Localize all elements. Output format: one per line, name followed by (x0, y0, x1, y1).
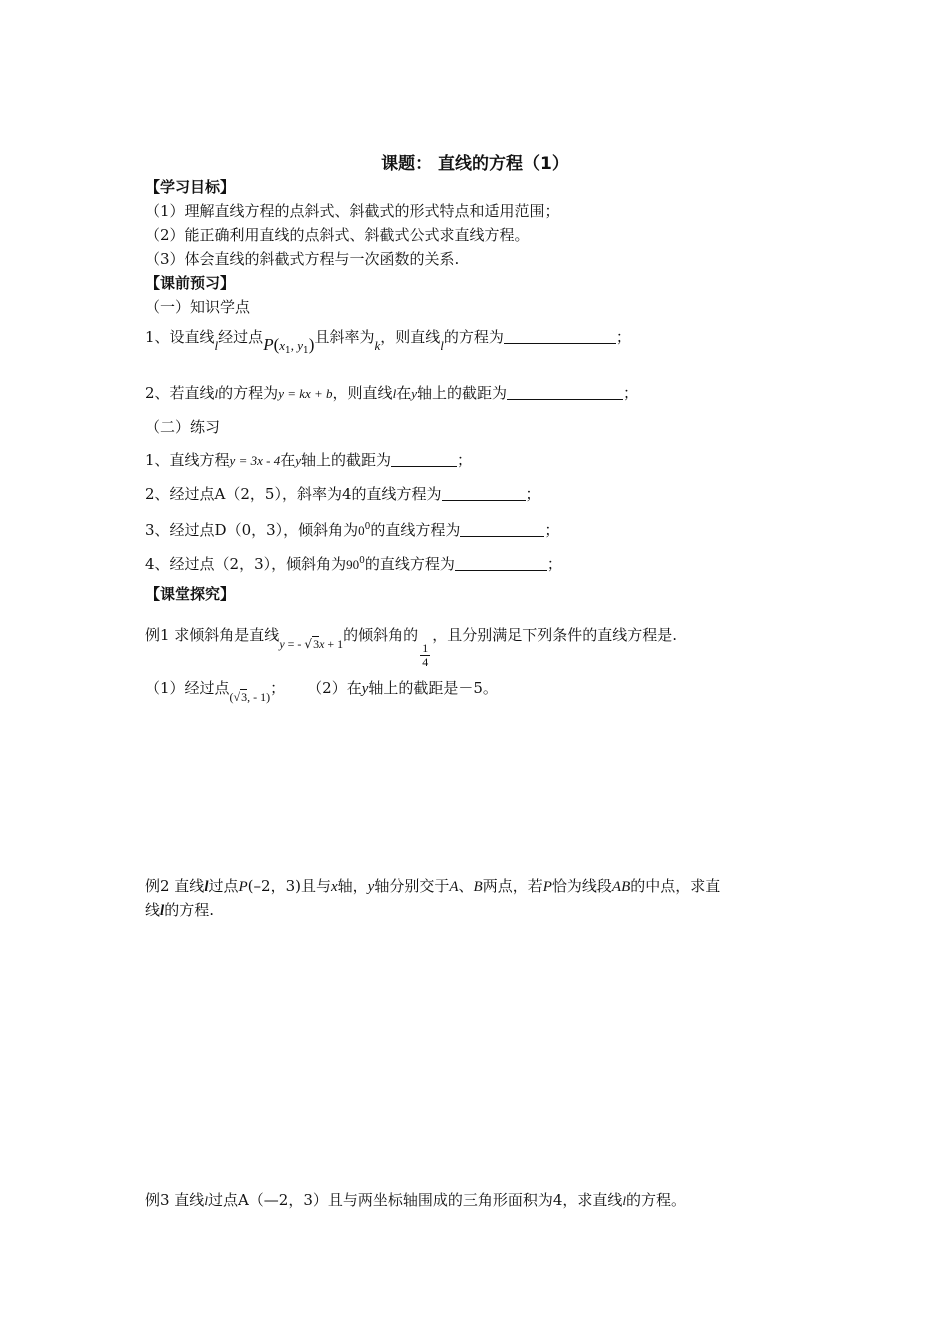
preview-question-2: 2、若直线l的方程为y = kx + b，则直线l在y轴上的截距为 ； (145, 384, 639, 402)
point-p-formula: $P(x_1$, $y_1$) (263, 335, 315, 356)
math-symbol: l (204, 879, 209, 895)
math-symbol: A (449, 879, 459, 895)
example-1: 例1 求倾斜角是直线y = - √3x + 1的倾斜角的 $\frac{1}{4}$ ，且分别满足下列条件的直线方程是. (145, 626, 677, 669)
goal-item-2: （2）能正确利用直线的点斜式、斜截式公式求直线方程。 (145, 226, 530, 244)
example-2-line-2: 线l的方程. (145, 901, 214, 919)
preview-heading: 【课前预习】 (145, 274, 236, 292)
fraction-one-quarter: $\frac{1}{4}$ (422, 641, 429, 669)
explore-heading: 【课堂探究】 (145, 585, 236, 603)
text-segment: 的中点，求直 (630, 877, 721, 895)
math-symbol: x (330, 879, 338, 895)
text-segment: 两点，若 (482, 877, 543, 895)
practice-question-3: 3、经过点D（0，3），倾斜角为$0^0$的直线方程为 ； (145, 521, 560, 539)
preview-part1-label: （一）知识学点 (145, 298, 251, 316)
text-segment: 恰为线段 (551, 877, 612, 895)
math-symbol: P (238, 879, 248, 895)
answer-blank[interactable] (460, 522, 544, 537)
answer-blank[interactable] (391, 452, 457, 467)
practice-question-2: 2、经过点A（2，5），斜率为4的直线方程为 ； (145, 485, 541, 503)
text-segment: 轴分别交于 (374, 877, 450, 895)
example-3: 例3 直线l过点A（—2，3）且与两坐标轴围成的三角形面积为4，求直线l的方程。 (145, 1191, 687, 1209)
text-segment: 轴， (337, 877, 368, 895)
goals-heading: 【学习目标】 (145, 178, 236, 196)
text-segment: 过点 (208, 877, 239, 895)
preview-question-1: 1、设直线l经过点$P(x_1$, $y_1$)且斜率为k，则直线l的方程为 ； (145, 326, 631, 362)
example-1-conditions: （1）经过点(√3, - 1)； （2）在y轴上的截距是－5。 (145, 677, 498, 708)
text-segment: 、 (458, 877, 474, 895)
goal-item-1: （1）理解直线方程的点斜式、斜截式的形式特点和适用范围； (145, 202, 560, 220)
text-segment: 例2 直线 (145, 877, 205, 895)
example-2-line-1 (145, 875, 720, 898)
slope-intercept-formula: y = kx + b (278, 386, 333, 401)
math-symbol: P (542, 879, 552, 895)
example-1-line-equation: y = - √3x + 1 (279, 637, 344, 651)
math-symbol: y (367, 879, 375, 895)
practice-question-1: 1、直线方程y = 3x - 4在y轴上的截距为 ； (145, 451, 473, 469)
practice-question-4: 4、经过点（2，3），倾斜角为$90^0$的直线方程为 ； (145, 555, 562, 573)
preview-part2-label: （二）练习 (145, 418, 221, 436)
goal-item-3: （3）体会直线的斜截式方程与一次函数的关系. (145, 250, 460, 268)
math-symbol: AB (611, 879, 631, 895)
math-symbol: B (473, 879, 483, 895)
answer-blank[interactable] (455, 556, 547, 571)
page-title: 课题： 直线的方程（1） (381, 154, 569, 174)
text-segment: (–2，3)且与 (247, 877, 331, 895)
answer-blank[interactable] (507, 385, 623, 400)
answer-blank[interactable] (504, 329, 616, 344)
answer-blank[interactable] (442, 486, 526, 501)
example-1-point: (√3, - 1) (229, 690, 271, 704)
